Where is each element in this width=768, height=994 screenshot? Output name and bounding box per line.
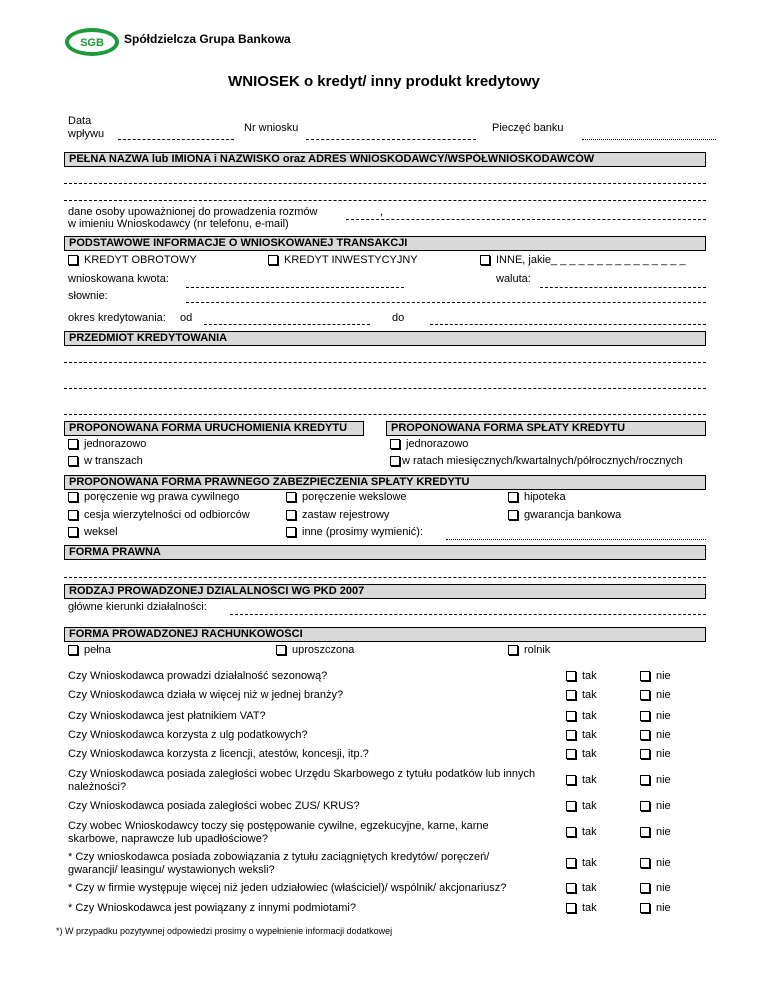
question-text: Czy Wnioskodawca korzysta z licencji, atestów, koncesji, itp.?: [68, 748, 369, 760]
period-from-field[interactable]: [204, 324, 370, 325]
kredyt-obrotowy-checkbox[interactable]: [68, 255, 78, 265]
repayment-heading: PROPONOWANA FORMA SPŁATY KREDYTU: [386, 421, 706, 436]
words-label: słownie:: [68, 290, 108, 302]
q4-nie-checkbox[interactable]: [640, 730, 650, 740]
pkd-main-field[interactable]: [230, 614, 706, 615]
question-text: * Czy w firmie występuje więcej niż jeden udziałowiec (właściciel)/ wspólnik/ akcjonariusz?: [68, 882, 507, 894]
hipoteka-label: hipoteka: [524, 491, 566, 503]
applicant-line-2[interactable]: [64, 200, 706, 201]
disb-transze-label: w transzach: [84, 455, 143, 467]
q10-nie-checkbox[interactable]: [640, 883, 650, 893]
question-text: Czy Wnioskodawca korzysta z ulg podatkowych?: [68, 729, 308, 741]
question-text: Czy Wnioskodawca działa w więcej niż w jednej branży?: [68, 689, 344, 701]
gwarancja-checkbox[interactable]: [508, 510, 518, 520]
q8-nie-label: nie: [656, 826, 671, 838]
authorized-label-2: w imieniu Wnioskodawcy (nr telefonu, e-mail): [68, 218, 289, 230]
inne-zabezpieczenie-field[interactable]: [446, 539, 706, 540]
accounting-heading: FORMA PROWADZONEJ RACHUNKOWOŚCI: [64, 627, 706, 642]
q7-nie-checkbox[interactable]: [640, 801, 650, 811]
zastaw-label: zastaw rejestrowy: [302, 509, 390, 521]
inne-checkbox[interactable]: [480, 255, 490, 265]
q9-tak-label: tak: [582, 857, 597, 869]
purpose-line-2[interactable]: [64, 388, 706, 389]
purpose-heading: PRZEDMIOT KREDYTOWANIA: [64, 331, 706, 346]
q1-tak-label: tak: [582, 670, 597, 682]
q8-nie-checkbox[interactable]: [640, 827, 650, 837]
q3-nie-checkbox[interactable]: [640, 711, 650, 721]
data-wplywu-field[interactable]: [118, 139, 234, 140]
question-text: Czy Wnioskodawca posiada zaległości wobec ZUS/ KRUS?: [68, 800, 360, 812]
authorized-field[interactable]: [346, 219, 706, 220]
nr-wniosku-label: Nr wniosku: [244, 122, 299, 134]
question-text: * Czy wnioskodawca posiada zobowiązania z tytułu zaciągniętych kredytów/ poręczeń/ gwarancji/ leasingu/ wystawionych weksli?: [68, 851, 490, 876]
authorized-label-1: dane osoby upoważnionej do prowadzenia rozmów: [68, 206, 318, 218]
question-text: * Czy Wnioskodawca jest powiązany z innymi podmiotami?: [68, 902, 356, 914]
transaction-heading: PODSTAWOWE INFORMACJE O WNIOSKOWANEJ TRANSAKCJI: [64, 236, 706, 251]
q5-tak-label: tak: [582, 748, 597, 760]
q11-nie-label: nie: [656, 902, 671, 914]
q9-nie-checkbox[interactable]: [640, 858, 650, 868]
q5-tak-checkbox[interactable]: [566, 749, 576, 759]
q9-tak-checkbox[interactable]: [566, 858, 576, 868]
legal-form-heading: FORMA PRAWNA: [64, 545, 706, 560]
q7-tak-checkbox[interactable]: [566, 801, 576, 811]
q10-tak-checkbox[interactable]: [566, 883, 576, 893]
purpose-line-1[interactable]: [64, 362, 706, 363]
acc-uproszczona-checkbox[interactable]: [276, 645, 286, 655]
q3-nie-label: nie: [656, 710, 671, 722]
inne-zabezpieczenie-label: inne (prosimy wymienić):: [302, 526, 424, 538]
purpose-line-3[interactable]: [64, 414, 706, 415]
poreczenie-cywilne-checkbox[interactable]: [68, 492, 78, 502]
q11-nie-checkbox[interactable]: [640, 903, 650, 913]
period-to-field[interactable]: [430, 324, 706, 325]
kredyt-inwestycyjny-checkbox[interactable]: [268, 255, 278, 265]
acc-uproszczona-label: uproszczona: [292, 644, 355, 656]
pieczec-field[interactable]: [582, 139, 716, 140]
inne-label: INNE, jakie_ _ _ _ _ _ _ _ _ _ _ _ _ _ _: [496, 254, 686, 266]
rep-raty-label: w ratach miesięcznych/kwartalnych/półrocznych/rocznych: [402, 455, 683, 467]
amount-label: wnioskowana kwota:: [68, 273, 169, 285]
q3-tak-checkbox[interactable]: [566, 711, 576, 721]
logo-text: SGB: [80, 37, 104, 49]
weksel-label: weksel: [84, 526, 118, 538]
applicant-heading: PEŁNA NAZWA lub IMIONA i NAZWISKO oraz ADRES WNIOSKODAWCY/WSPÓŁWNIOSKODAWCÓW: [64, 152, 706, 167]
nr-wniosku-field[interactable]: [306, 139, 476, 140]
disb-transze-checkbox[interactable]: [68, 456, 78, 466]
pkd-heading: RODZAJ PROWADZONEJ DZIALALNOŚCI WG PKD 2007: [64, 584, 706, 599]
weksel-checkbox[interactable]: [68, 527, 78, 537]
footnote: *) W przypadku pozytywnej odpowiedzi prosimy o wypełnienie informacji dodatkowej: [56, 926, 393, 936]
collateral-heading: PROPONOWANA FORMA PRAWNEGO ZABEZPIECZENIA SPŁATY KREDYTU: [64, 475, 706, 490]
page-title: WNIOSEK o kredyt/ inny produkt kredytowy: [228, 73, 540, 90]
amount-field[interactable]: [186, 287, 404, 288]
q2-tak-label: tak: [582, 689, 597, 701]
rep-jednorazowo-label: jednorazowo: [406, 438, 469, 450]
q1-tak-checkbox[interactable]: [566, 671, 576, 681]
to-label: do: [392, 312, 405, 324]
kredyt-inwestycyjny-label: KREDYT INWESTYCYJNY: [284, 254, 418, 266]
data-label-2: wpływu: [68, 128, 105, 140]
q5-nie-label: nie: [656, 748, 671, 760]
acc-rolnik-label: rolnik: [524, 644, 551, 656]
acc-rolnik-checkbox[interactable]: [508, 645, 518, 655]
q1-nie-checkbox[interactable]: [640, 671, 650, 681]
question-text: Czy Wnioskodawca prowadzi działalność sezonową?: [68, 670, 328, 682]
legal-form-field[interactable]: [64, 577, 706, 578]
q11-tak-label: tak: [582, 902, 597, 914]
q10-nie-label: nie: [656, 882, 671, 894]
q6-tak-checkbox[interactable]: [566, 775, 576, 785]
question-text: Czy Wnioskodawca posiada zaległości wobec Urzędu Skarbowego z tytułu podatków lub innych należności?: [68, 768, 536, 793]
q5-nie-checkbox[interactable]: [640, 749, 650, 759]
data-label-1: Data: [68, 115, 92, 127]
q6-nie-label: nie: [656, 774, 671, 786]
cesja-checkbox[interactable]: [68, 510, 78, 520]
currency-field[interactable]: [540, 287, 706, 288]
q2-nie-checkbox[interactable]: [640, 690, 650, 700]
question-text: Czy wobec Wnioskodawcy toczy się postępowanie cywilne, egzekucyjne, karne, karne skarbowe, naprawcze lub upadłościowe?: [68, 820, 489, 845]
disbursement-heading: PROPONOWANA FORMA URUCHOMIENIA KREDYTU: [64, 421, 364, 436]
cesja-label: cesja wierzytelności od odbiorców: [84, 509, 250, 521]
q4-tak-label: tak: [582, 729, 597, 741]
comma: ,: [380, 206, 384, 218]
question-text: Czy Wnioskodawca jest płatnikiem VAT?: [68, 710, 266, 722]
rep-jednorazowo-checkbox[interactable]: [390, 439, 400, 449]
kredyt-obrotowy-label: KREDYT OBROTOWY: [84, 254, 197, 266]
applicant-line-1[interactable]: [64, 183, 706, 184]
zastaw-checkbox[interactable]: [286, 510, 296, 520]
q2-nie-label: nie: [656, 689, 671, 701]
q11-tak-checkbox[interactable]: [566, 903, 576, 913]
rep-raty-checkbox[interactable]: [390, 456, 400, 466]
from-label: od: [180, 312, 193, 324]
q2-tak-checkbox[interactable]: [566, 690, 576, 700]
disb-jednorazowo-label: jednorazowo: [84, 438, 147, 450]
q6-nie-checkbox[interactable]: [640, 775, 650, 785]
q4-tak-checkbox[interactable]: [566, 730, 576, 740]
inne-zabezpieczenie-checkbox[interactable]: [286, 527, 296, 537]
q7-tak-label: tak: [582, 800, 597, 812]
pieczec-label: Pieczęć banku: [492, 122, 564, 134]
currency-label: waluta:: [496, 273, 531, 285]
q8-tak-label: tak: [582, 826, 597, 838]
words-field[interactable]: [186, 302, 706, 303]
q6-tak-label: tak: [582, 774, 597, 786]
q3-tak-label: tak: [582, 710, 597, 722]
q10-tak-label: tak: [582, 882, 597, 894]
disb-jednorazowo-checkbox[interactable]: [68, 439, 78, 449]
q4-nie-label: nie: [656, 729, 671, 741]
acc-pelna-checkbox[interactable]: [68, 645, 78, 655]
poreczenie-cywilne-label: poręczenie wg prawa cywilnego: [84, 491, 240, 503]
brand-name: Spółdzielcza Grupa Bankowa: [124, 32, 291, 46]
period-label: okres kredytowania:: [68, 312, 166, 324]
poreczenie-wekslowe-checkbox[interactable]: [286, 492, 296, 502]
pkd-main-label: główne kierunki działalności:: [68, 601, 207, 613]
acc-pelna-label: pełna: [84, 644, 111, 656]
q8-tak-checkbox[interactable]: [566, 827, 576, 837]
sgb-logo: [64, 27, 120, 57]
gwarancja-label: gwarancja bankowa: [524, 509, 622, 521]
poreczenie-wekslowe-label: poręczenie wekslowe: [302, 491, 407, 503]
q7-nie-label: nie: [656, 800, 671, 812]
hipoteka-checkbox[interactable]: [508, 492, 518, 502]
q9-nie-label: nie: [656, 857, 671, 869]
q1-nie-label: nie: [656, 670, 671, 682]
